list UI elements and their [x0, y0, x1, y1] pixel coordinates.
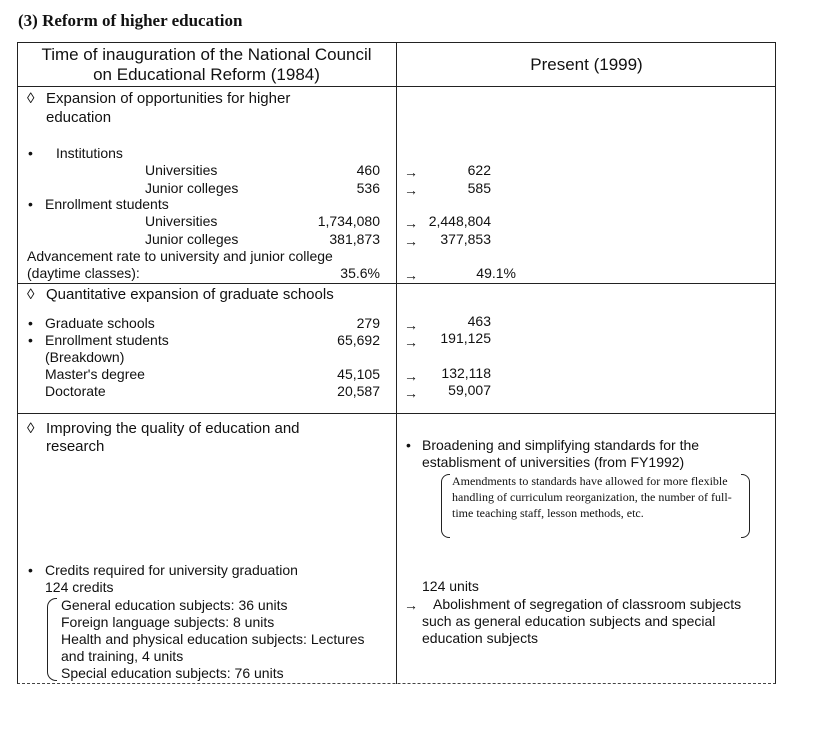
standards-line2: establisment of universities (from FY1992) [422, 454, 685, 470]
arrow-icon: → [404, 385, 418, 401]
section1-heading-line1: Expansion of opportunities for higher [46, 90, 291, 107]
arrow-icon: → [404, 164, 418, 180]
enr-universities-1999: 2,448,804 [428, 213, 491, 229]
section2-heading: Quantitative expansion of graduate schools [46, 286, 334, 303]
section3-heading-line2: research [46, 438, 105, 455]
row-divider-header [17, 86, 776, 87]
abolish-line1: Abolishment of segregation of classroom subjects [433, 596, 742, 612]
section3-heading-line1: Improving the quality of education and [46, 420, 300, 437]
standards-note: Amendments to standards have allowed for more flexible handling of curriculum reorganization, the number of full-time teaching staff, lesson methods, etc. [452, 474, 732, 520]
diamond-icon: ◊ [27, 286, 35, 303]
advancement-line1: Advancement rate to university and junior college [27, 248, 333, 264]
advancement-1999: 49.1% [476, 265, 516, 281]
arrow-icon: → [404, 317, 418, 333]
bullet-icon: • [28, 562, 33, 578]
advancement-1984: 35.6% [340, 265, 380, 281]
foreign-language-units: Foreign language subjects: 8 units [61, 614, 275, 630]
header-left-line2: on Educational Reform (1984) [93, 65, 320, 84]
page-title: (3) Reform of higher education [18, 11, 243, 30]
diamond-icon: ◊ [27, 420, 35, 437]
general-education-units: General education subjects: 36 units [61, 597, 288, 613]
credits-label: Credits required for university graduation [45, 562, 298, 578]
abolish-line3: education subjects [422, 630, 538, 646]
bullet-icon: • [28, 315, 33, 331]
inst-junior-colleges-1984: 536 [356, 180, 380, 196]
institutions-label: Institutions [56, 145, 123, 161]
grad-enrollment-label: Enrollment students [45, 332, 169, 348]
grad-schools-1999: 463 [467, 313, 491, 329]
grad-enrollment-1984: 65,692 [337, 332, 380, 348]
doctorate-1984: 20,587 [337, 383, 380, 399]
credits-brace [47, 598, 57, 681]
credits-1984: 124 credits [45, 579, 114, 595]
bullet-icon: • [28, 332, 33, 348]
masters-label: Master's degree [45, 366, 145, 382]
masters-1984: 45,105 [337, 366, 380, 382]
doctorate-1999: 59,007 [448, 382, 491, 398]
enr-junior-colleges-1999: 377,853 [440, 231, 491, 247]
inst-junior-colleges-1999: 585 [467, 180, 491, 196]
bullet-icon: • [28, 145, 33, 161]
arrow-icon: → [404, 215, 418, 231]
enr-junior-colleges-1984: 381,873 [329, 231, 380, 247]
bullet-icon: • [28, 196, 33, 212]
advancement-line2: (daytime classes): [27, 265, 140, 281]
header-left [17, 45, 396, 85]
grad-schools-1984: 279 [356, 315, 380, 331]
arrow-icon: → [404, 267, 418, 283]
special-education-units: Special education subjects: 76 units [61, 665, 284, 681]
health-units-line1: Health and physical education subjects: Lectures [61, 631, 365, 647]
row-divider-2 [17, 413, 776, 414]
column-divider [396, 42, 397, 684]
header-right: Present (1999) [530, 55, 643, 74]
breakdown-label: (Breakdown) [45, 349, 125, 365]
left-brace [441, 474, 450, 538]
units-1999: 124 units [422, 578, 479, 594]
health-units-line2: and training, 4 units [61, 648, 184, 664]
row-divider-1 [17, 283, 776, 284]
arrow-icon: → [404, 597, 418, 613]
header-left-line1: Time of inauguration of the National Council [41, 45, 372, 64]
arrow-icon: → [404, 182, 418, 198]
inst-universities-label: Universities [145, 162, 218, 178]
grad-enrollment-1999: 191,125 [440, 330, 491, 346]
arrow-icon: → [404, 233, 418, 249]
enrollment-label: Enrollment students [45, 196, 169, 212]
enr-universities-1984: 1,734,080 [317, 213, 380, 229]
abolish-line2: such as general education subjects and special [422, 613, 716, 629]
arrow-icon: → [404, 334, 418, 350]
doctorate-label: Doctorate [45, 383, 106, 399]
masters-1999: 132,118 [441, 365, 491, 381]
arrow-icon: → [404, 368, 418, 384]
standards-line1: Broadening and simplifying standards for the [422, 437, 700, 453]
inst-junior-colleges-label: Junior colleges [145, 180, 239, 196]
diamond-icon: ◊ [27, 90, 35, 107]
right-brace [741, 474, 750, 538]
grad-schools-label: Graduate schools [45, 315, 155, 331]
inst-universities-1999: 622 [467, 162, 491, 178]
inst-universities-1984: 460 [356, 162, 380, 178]
section1-heading-line2: education [46, 109, 112, 126]
bullet-icon: • [406, 437, 411, 453]
enr-universities-label: Universities [145, 213, 218, 229]
enr-junior-colleges-label: Junior colleges [145, 231, 239, 247]
